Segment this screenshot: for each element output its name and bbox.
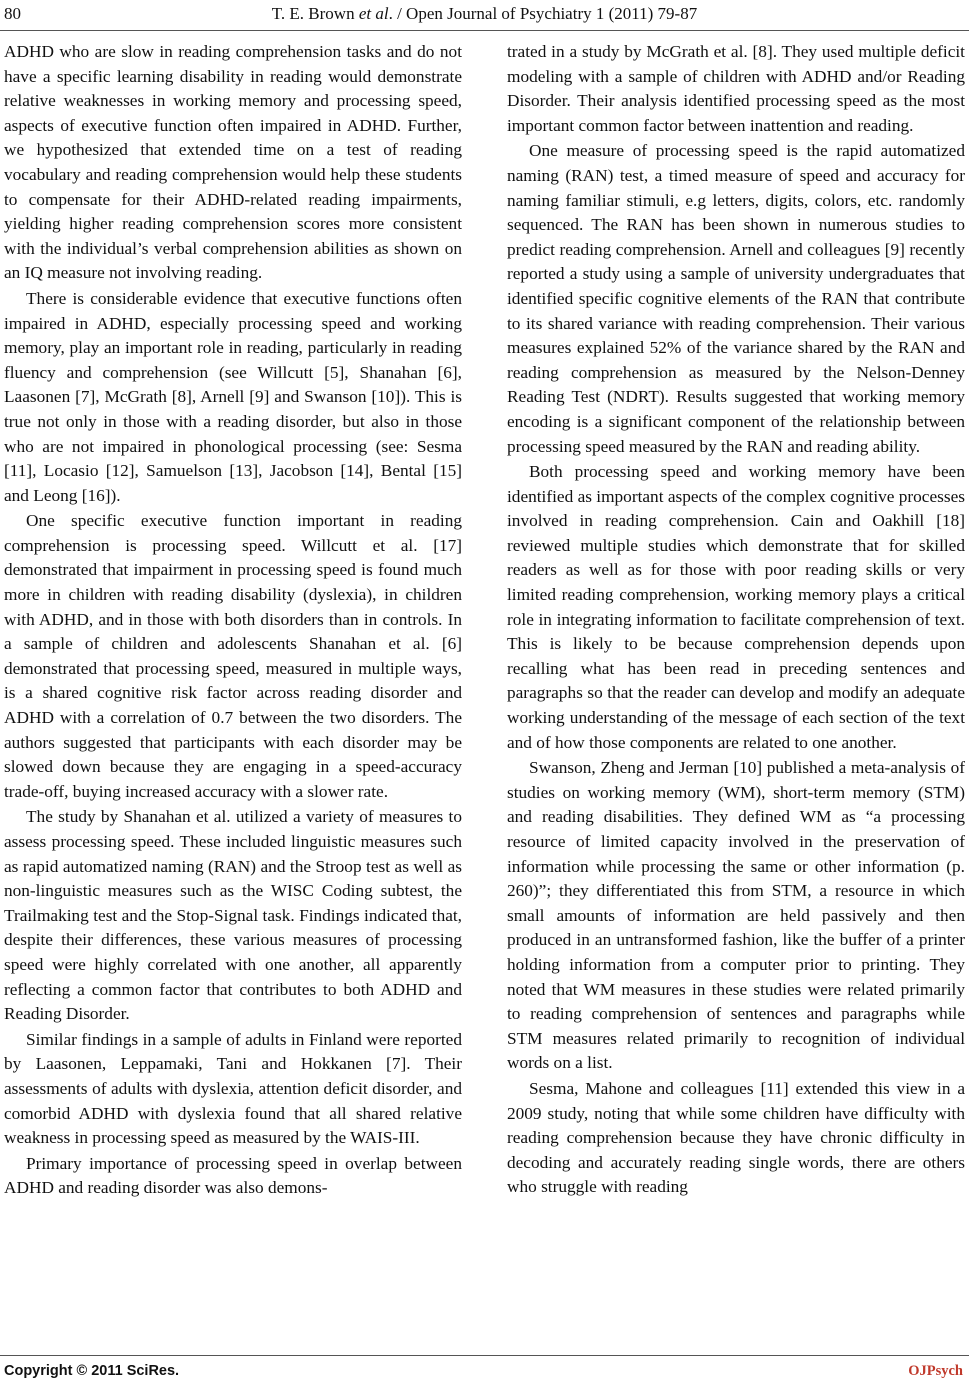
- page-header: [0, 0, 969, 34]
- running-head-et-al: et al: [358, 4, 389, 23]
- paragraph: Primary importance of processing speed in overlap between ADHD and reading disorder was also demons-: [4, 1153, 462, 1198]
- paragraph: The study by Shanahan et al. utilized a variety of measures to assess processing speed. These included linguistic measures such as rapid automatized naming (RAN) and the Stroop test as well as non-linguistic measures such as the WISC Coding subtest, the Trailmaking test and the Stop-Signal task. Findings indicated that, despite their differences, these various measures of processing speed were highly correlated with one another, all apparently reflecting a common factor that contributes to both ADHD and Reading Disorder.: [4, 807, 462, 1024]
- right-column: [507, 40, 965, 1200]
- footer-rule: [0, 1355, 969, 1356]
- running-head: [0, 4, 969, 24]
- left-column: [4, 40, 462, 1201]
- paragraph: One measure of processing speed is the rapid automatized naming (RAN) test, a timed measure of speed and accuracy for naming familiar stimuli, e.g letters, digits, colors, etc. randomly sequenced. The RAN has been shown in numerous studies to predict reading comprehension. Arnell and colleagues [9] recently reported a study using a sample of university undergraduates that identified specific cognitive elements of the RAN that contribute to its shared variance with reading comprehension. Their various measures explained 52% of the variance shared by the RAN and reading comprehension as measured by the Nelson-Denney Reading Test (NDRT). Results suggested that working memory encoding is a significant component of the relationship between processing speed measured by the RAN and reading ability.: [507, 141, 965, 456]
- running-head-journal: . / Open Journal of Psychiatry 1 (2011) 79-87: [388, 4, 698, 23]
- paragraph: Swanson, Zheng and Jerman [10] published a meta-analysis of studies on working memory (WM), short-term memory (STM) and reading disabilities. They defined WM as “a processing resource of limited capacity involved in the preservation of information while processing the same or other information (p. 260)”; they differentiated this from STM, a resource in which small amounts of information are held passively and then produced in an untransformed fashion, like the buffer of a printer holding information from a computer prior to printing. They noted that WM measures in these studies were related primarily to reading comprehension of sentences and paragraphs while STM measures related primarily to recognition of individual words on a list.: [507, 758, 965, 1073]
- paragraph: ADHD who are slow in reading comprehension tasks and do not have a specific learning disability in reading would demonstrate relative weaknesses in working memory and processing speed, aspects of executive function often impaired in ADHD. Further, we hypothesized that extended time on a test of reading vocabulary and reading comprehension would help these students to compensate for their ADHD-related reading impairments, yielding higher reading comprehension scores more consistent with the individual’s verbal comprehension abilities as shown on an IQ measure not involving reading.: [4, 42, 462, 283]
- paragraph: Sesma, Mahone and colleagues [11] extended this view in a 2009 study, noting that while some children have difficulty with reading comprehension because they have chronic difficulty in decoding and accurately reading single words, there are others who struggle with reading: [507, 1078, 965, 1197]
- page-number: 80: [4, 4, 21, 23]
- paragraph: There is considerable evidence that executive functions often impaired in ADHD, especially processing speed and working memory, play an important role in reading, particularly in reading fluency and comprehension (see Willcutt [5], Shanahan [6], Laasonen [7], McGrath [8], Arnell [9] and Swanson [10]). This is true not only in those with a reading disorder, but also in those who are not impaired in phonological processing (see: Sesma [11], Locasio [12], Samuelson [13], Jacobson [14], Bental [15] and Leong [16]).: [4, 288, 462, 505]
- paragraph: One specific executive function important in reading comprehension is processing speed. Willcutt et al. [17] demonstrated that impairment in processing speed is found much more in children with reading disability (dyslexia), in children with ADHD, and in those with both disorders than in controls. In a sample of children and adolescents Shanahan et al. [6] demonstrated that processing speed, measured in multiple ways, is a shared cognitive risk factor across reading disorder and ADHD with a correlation of 0.7 between the two disorders. The authors suggested that participants with each disorder may be slowed down because they are engaging in a speed-accuracy trade-off, buying increased accuracy with a slower rate.: [4, 511, 462, 801]
- journal-abbreviation: OJPsych: [908, 1363, 963, 1379]
- copyright-notice: Copyright © 2011 SciRes.: [4, 1363, 180, 1379]
- paragraph: Both processing speed and working memory have been identified as important aspects of the complex cognitive processes involved in reading comprehension. Cain and Oakhill [18] reviewed multiple studies which demonstrate that for skilled readers as well as for those with poor reading skills or very limited reading comprehension, working memory plays a critical role in integrating information to facilitate comprehension of text. This is likely to be because comprehension depends upon recalling what has been read in preceding sentences and paragraphs so that the reader can develop and modify an adequate working understanding of the message of each section of the text and of how those components are related to one another.: [507, 462, 965, 752]
- paragraph: Similar findings in a sample of adults in Finland were reported by Laasonen, Leppamaki, Tani and Hokkanen [7]. Their assessments of adults with dyslexia, attention deficit disorder, and comorbid ADHD with dyslexia found that all shared relative weakness in processing speed as measured by the WAIS-III.: [4, 1029, 462, 1148]
- header-rule: [0, 30, 969, 31]
- running-head-authors: T. E. Brown: [271, 4, 355, 23]
- paragraph: trated in a study by McGrath et al. [8]. They used multiple deficit modeling with a sample of children with ADHD and/or Reading Disorder. Their analysis identified processing speed as the most important common factor between inattention and reading.: [507, 42, 965, 135]
